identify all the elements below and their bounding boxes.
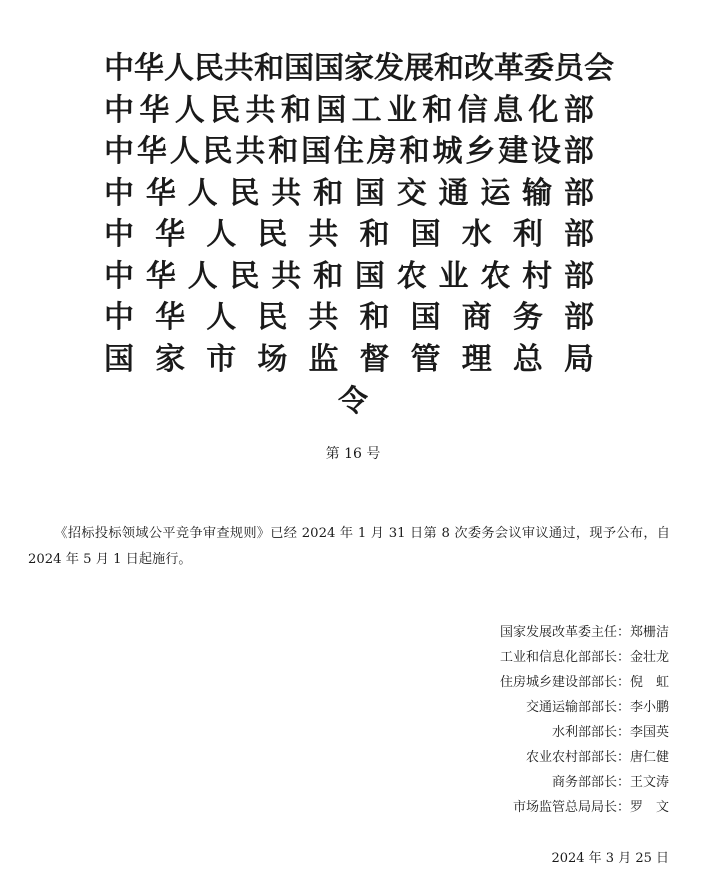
signature-line: 商务部部长：王文涛 (551, 775, 669, 790)
issuing-authorities (104, 48, 614, 380)
signature-line: 市场监管总局局长：罗 文 (512, 800, 669, 815)
order-title: 令 (338, 384, 368, 419)
signature-line: 农业农村部部长：唐仁健 (525, 750, 669, 765)
order-number: 第 16 号 (325, 446, 381, 462)
issuer-line-mohurd: 中 华 人 民 共 和 国 住 房 和 城 乡 建 设 部 (104, 134, 594, 169)
signature-line: 交通运输部部长：李小鹏 (525, 700, 669, 715)
signature-line: 工业和信息化部部长：金壮龙 (499, 650, 669, 665)
issuer-line-samr: 国 家 市 场 监 督 管 理 总 局 (104, 341, 594, 377)
announcement-paragraph: 《招标投标领域公平竞争审查规则》已经 2024 年 1 月 31 日第 8 次委务会议审议通过，现予公布，自 2024 年 5 月 1 日起施行。 (28, 526, 670, 567)
issuer-line-moa: 中 华 人 民 共 和 国 农 业 农 村 部 (104, 258, 594, 294)
issuer-line-mwr: 中 华 人 民 共 和 国 水 利 部 (104, 217, 594, 252)
issuer-line-miit: 中 华 人 民 共 和 国 工 业 和 信 息 化 部 (104, 92, 594, 128)
signature-line: 住房城乡建设部部长：倪 虹 (499, 675, 669, 690)
signature-line: 国家发展改革委主任：郑栅洁 (499, 625, 669, 640)
issue-date: 2024 年 3 月 25 日 (551, 851, 669, 866)
signature-block (500, 620, 669, 820)
signature-line: 水利部部长：李国英 (551, 725, 669, 740)
issuer-line-mot: 中 华 人 民 共 和 国 交 通 运 输 部 (104, 175, 594, 211)
issuer-line-ndrc: 中 华 人 民 共 和 国 国 家 发 展 和 改 革 委 员 会 (104, 51, 614, 86)
issuer-line-mofcom: 中 华 人 民 共 和 国 商 务 部 (104, 300, 594, 335)
